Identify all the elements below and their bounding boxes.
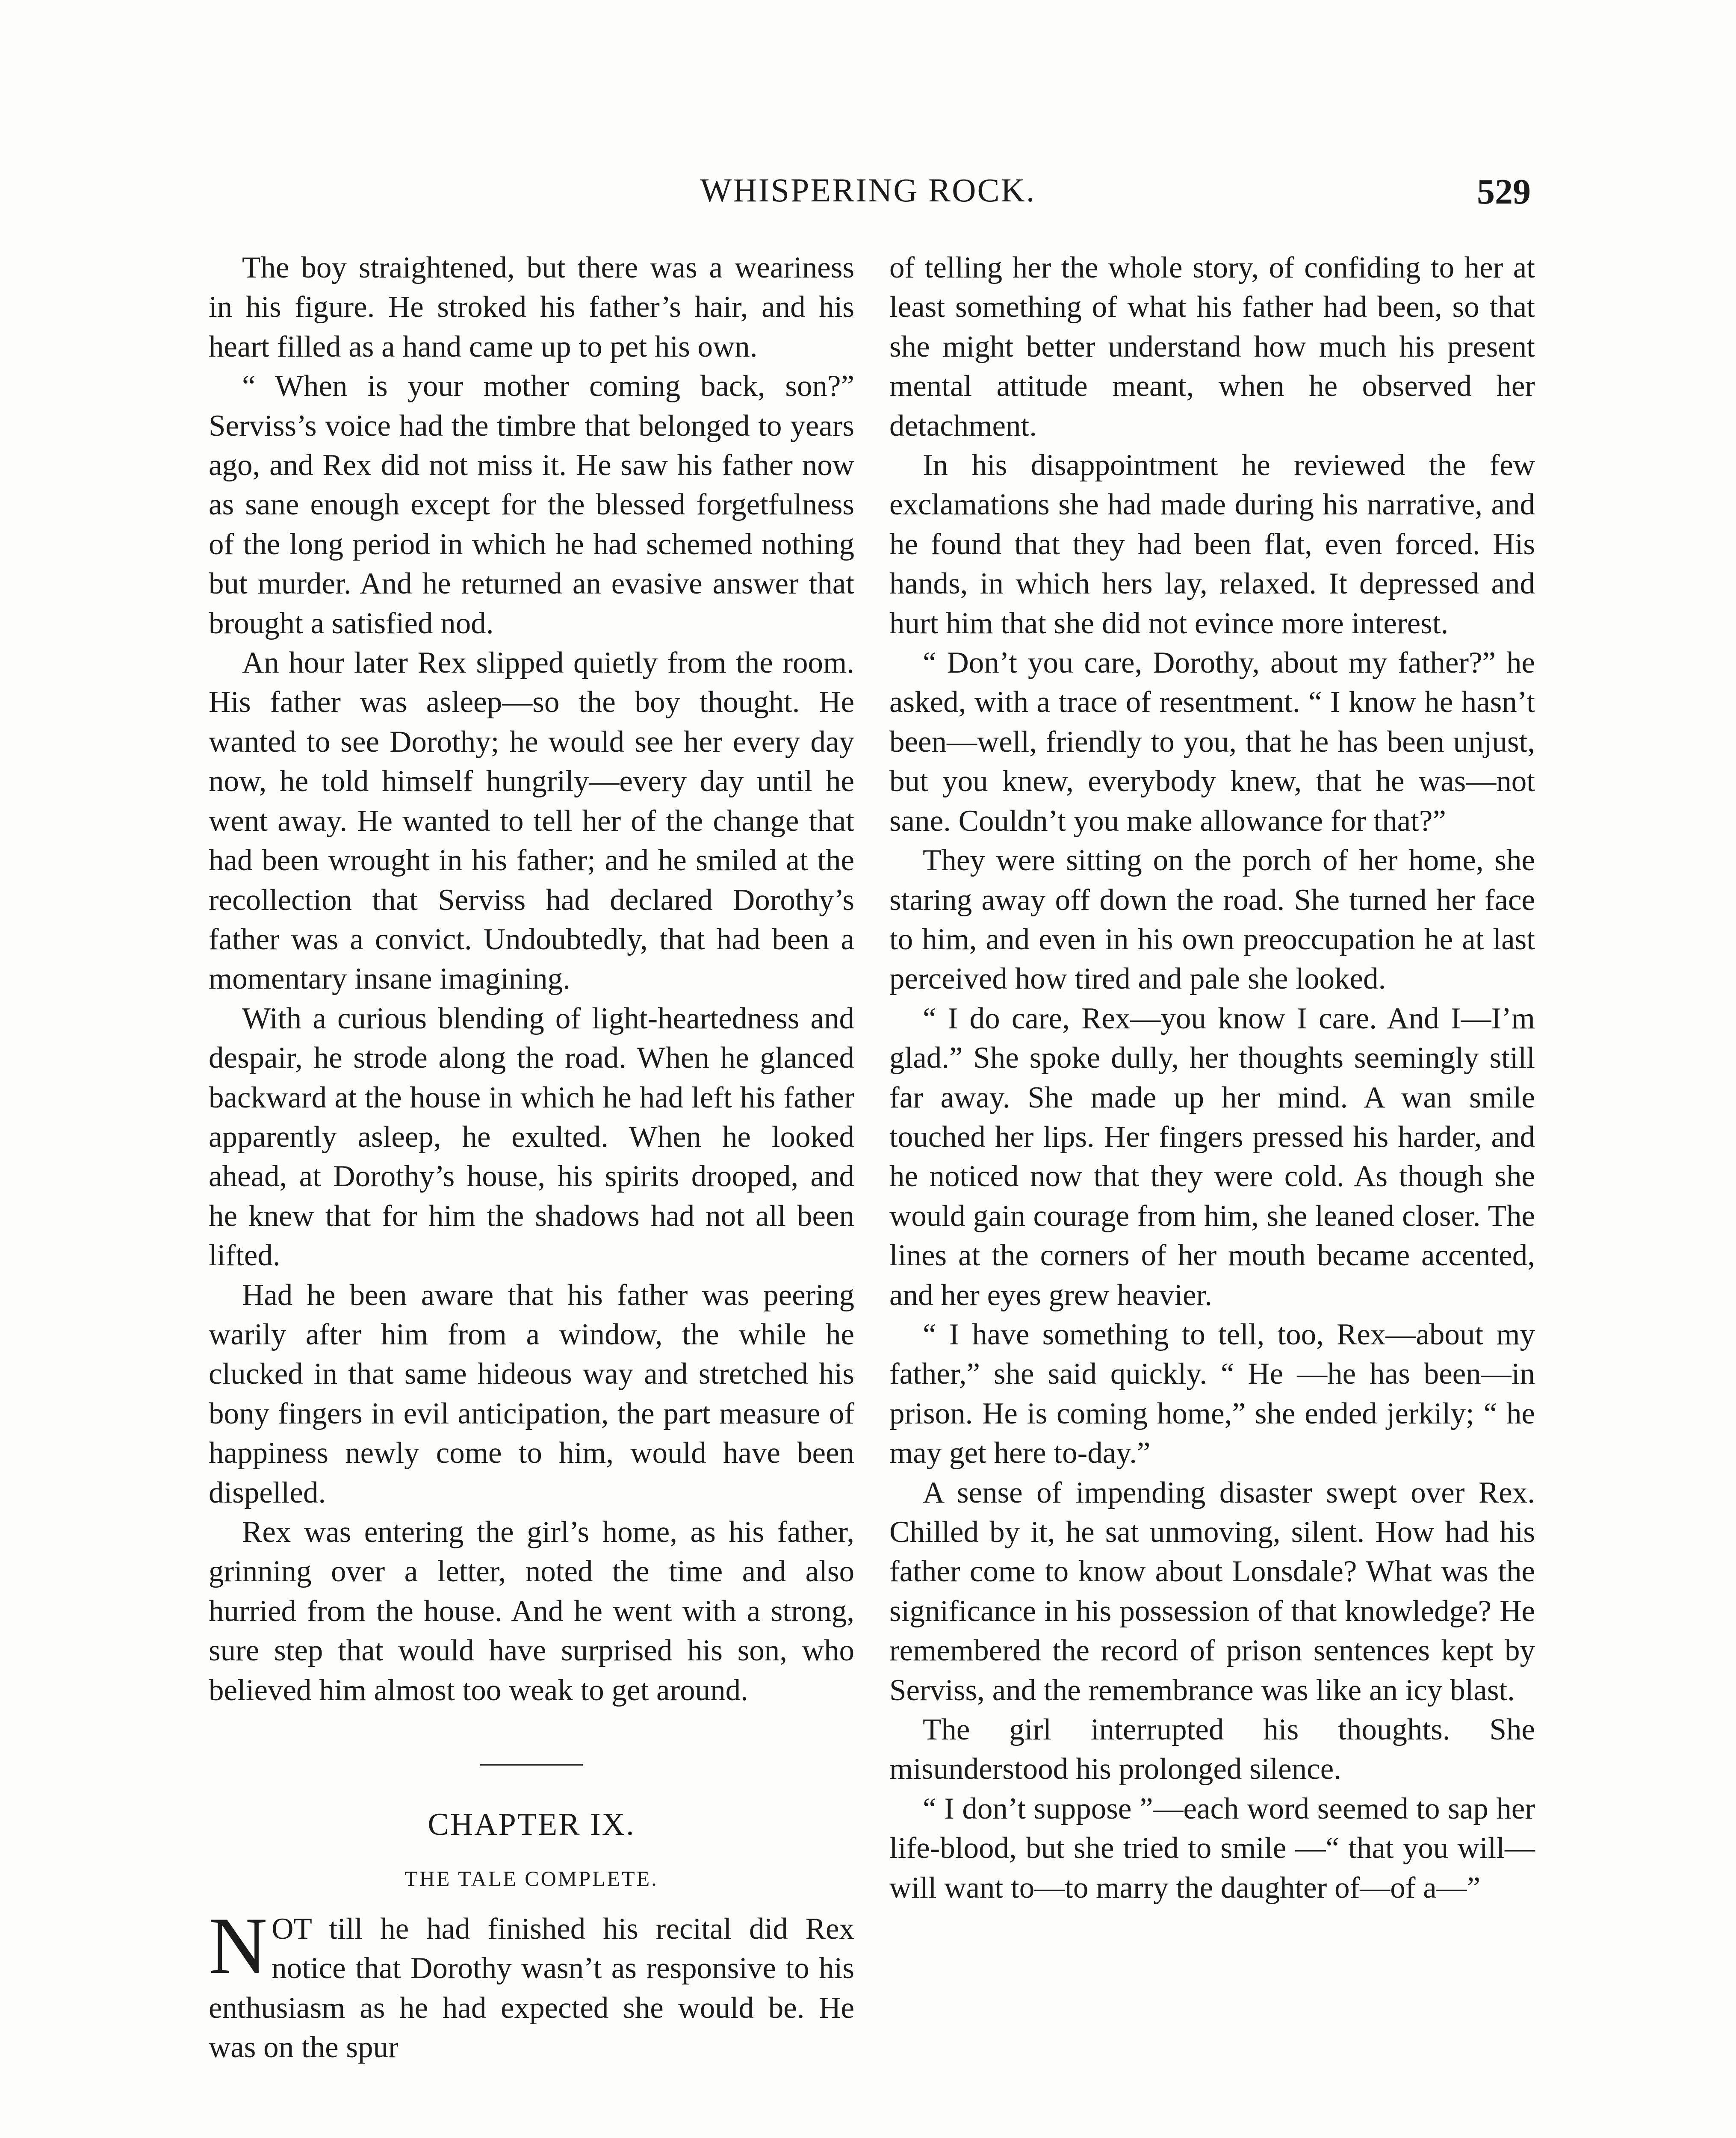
left-column (209, 248, 854, 2067)
paragraph: The girl interrupted his thoughts. She misunderstood his prolonged silence. (889, 1713, 1535, 1786)
paragraph: “ I do care, Rex—you know I care. And I—I’m glad.” She spoke dully, her thoughts seemingly still far away. She made up her mind. A wan smile touched her lips. Her fingers pressed his harder, and he noticed now that they were cold. As though she would gain courage from him, she leaned closer. The lines at the corners of her mouth became accented, and her eyes grew heavier. (889, 1001, 1535, 1312)
chapter-opening-text: OT till he had finished his recital did Rex notice that Dorothy wasn’t as responsive to his enthusiasm as he had expected she would be. He was on the spur (209, 1912, 854, 2064)
running-title: WHISPERING ROCK. (700, 171, 1036, 209)
paragraph: of telling her the whole story, of confiding to her at least something of what his father had been, so that she might better understand how much his present mental attitude meant, when he observed her detachment. (889, 251, 1535, 443)
paragraph: “ When is your mother coming back, son?” Serviss’s voice had the timbre that belonged to years ago, and Rex did not miss it. He saw his father now as sane enough except for the blessed forgetfulness of the long period in which he had schemed nothing but murder. And he returned an evasive answer that brought a satisfied nod. (209, 369, 854, 640)
chapter-title: CHAPTER IX. (428, 1807, 635, 1843)
paragraph: In his disappointment he reviewed the few exclamations she had made during his narrative, and he found that they had been flat, even forced. His hands, in which hers lay, relaxed. It depressed and hurt him that she did not evince more interest. (889, 449, 1535, 640)
paragraph: Had he been aware that his father was peering warily after him from a window, the while he clucked in that same hideous way and stretched his bony fingers in evil anticipation, the part measure of happiness newly come to him, would have been dispelled. (209, 1278, 854, 1509)
paragraph: With a curious blending of light-heartedness and despair, he strode along the road. When he glanced backward at the house in which he had left his father apparently asleep, he exulted. When he looked ahead, at Dorothy’s house, his spirits drooped, and he knew that for him the shadows had not all been lifted. (209, 1001, 854, 1273)
section-divider (480, 1764, 583, 1766)
paragraph: A sense of impending disaster swept over Rex. Chilled by it, he sat unmoving, silent. How had his father come to know about Lonsdale? What was the significance in his possession of that knowledge? He remembered the record of prison sentences kept by Serviss, and the remembrance was like an icy blast. (889, 1476, 1535, 1707)
paragraph: “ Don’t you care, Dorothy, about my father?” he asked, with a trace of resentment. “ I know he hasn’t been—well, friendly to you, that he has been unjust, but you knew, everybody knew, that he was—not sane. Couldn’t you make allowance for that?” (889, 646, 1535, 838)
paragraph: “ I have something to tell, too, Rex—about my father,” she said quickly. “ He —he has been—in prison. He is coming home,” she ended jerkily; “ he may get here to-day.” (889, 1317, 1535, 1470)
right-column (889, 248, 1535, 1908)
chapter-subtitle: THE TALE COMPLETE. (404, 1866, 658, 1891)
paragraph: Rex was entering the girl’s home, as his father, grinning over a letter, noted the time and also hurried from the house. And he went with a strong, sure step that would have surprised his son, who believed him almost too weak to get around. (209, 1515, 854, 1707)
chapter-opening-paragraph (209, 1901, 854, 2067)
paragraph: An hour later Rex slipped quietly from the room. His father was asleep—so the boy thought. He wanted to see Dorothy; he would see her every day now, he told himself hungrily—every day until he went away. He wanted to tell her of the change that had been wrought in his father; and he smiled at the recollection that Serviss had declared Dorothy’s father was a convict. Undoubtedly, that had been a momentary insane imagining. (209, 646, 854, 996)
paragraph: The boy straightened, but there was a weariness in his figure. He stroked his father’s hair, and his heart filled as a hand came up to pet his own. (209, 251, 854, 363)
drop-cap: N (209, 1901, 268, 1991)
page-number: 529 (1477, 172, 1531, 212)
paragraph: “ I don’t suppose ”—each word seemed to sap her life-blood, but she tried to smile —“ that you will—will want to—to marry the daughter of—of a—” (889, 1792, 1535, 1905)
paragraph: They were sitting on the porch of her home, she staring away off down the road. She turned her face to him, and even in his own preoccupation he at last perceived how tired and pale she looked. (889, 844, 1535, 996)
